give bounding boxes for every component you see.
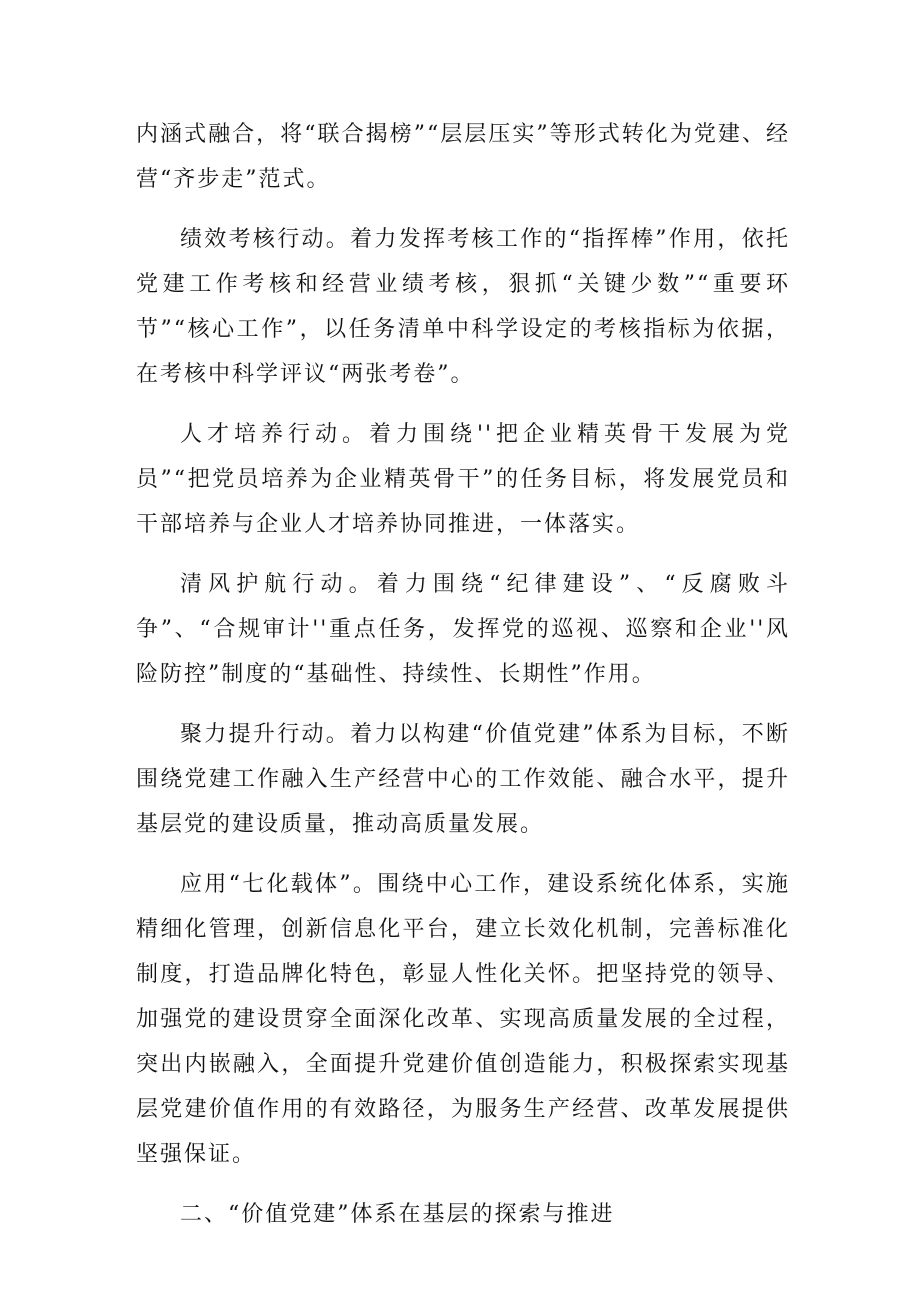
section-heading: 二、“价值党建”体系在基层的探索与推进	[180, 1202, 615, 1227]
paragraph-capacity-improvement: 聚力提升行动。着力以构建“价值党建”体系为目标，不断围绕党建工作融入生产经营中心的工作效能、融合水平，提升基层党的建设质量，推动高质量发展。	[136, 722, 790, 837]
paragraph-continuation: 内涵式融合，将“联合揭榜”“层层压实”等形式转化为党建、经营“齐步走”范式。	[136, 122, 790, 192]
document-body	[136, 112, 790, 1252]
paragraph-seven-carriers: 应用“七化载体”。围绕中心工作，建设系统化体系，实施精细化管理，创新信息化平台，建立长效化机制，完善标准化制度，打造品牌化特色，彰显人性化关怀。把坚持党的领导、加强党的建设贯穿全面深化改革、实现高质量发展的全过程，突出内嵌融入，全面提升党建价值创造能力，积极探索实现基层党建价值作用的有效路径，为服务生产经营、改革发展提供坚强保证。	[136, 872, 790, 1167]
paragraph-talent-cultivation: 人才培养行动。着力围绕''把企业精英骨干发展为党员”“把党员培养为企业精英骨干”的任务目标，将发展党员和干部培养与企业人才培养协同推进，一体落实。	[136, 422, 790, 537]
paragraph-clean-governance: 清风护航行动。着力围绕“纪律建设”、“反腐败斗争”、“合规审计''重点任务，发挥党的巡视、巡察和企业''风险防控”制度的“基础性、持续性、长期性”作用。	[136, 572, 790, 687]
paragraph-performance-assessment: 绩效考核行动。着力发挥考核工作的“指挥棒”作用，依托党建工作考核和经营业绩考核，狠抓“关键少数”“重要环节”“核心工作”，以任务清单中科学设定的考核指标为依据，在考核中科学评议“两张考卷”。	[136, 227, 790, 387]
